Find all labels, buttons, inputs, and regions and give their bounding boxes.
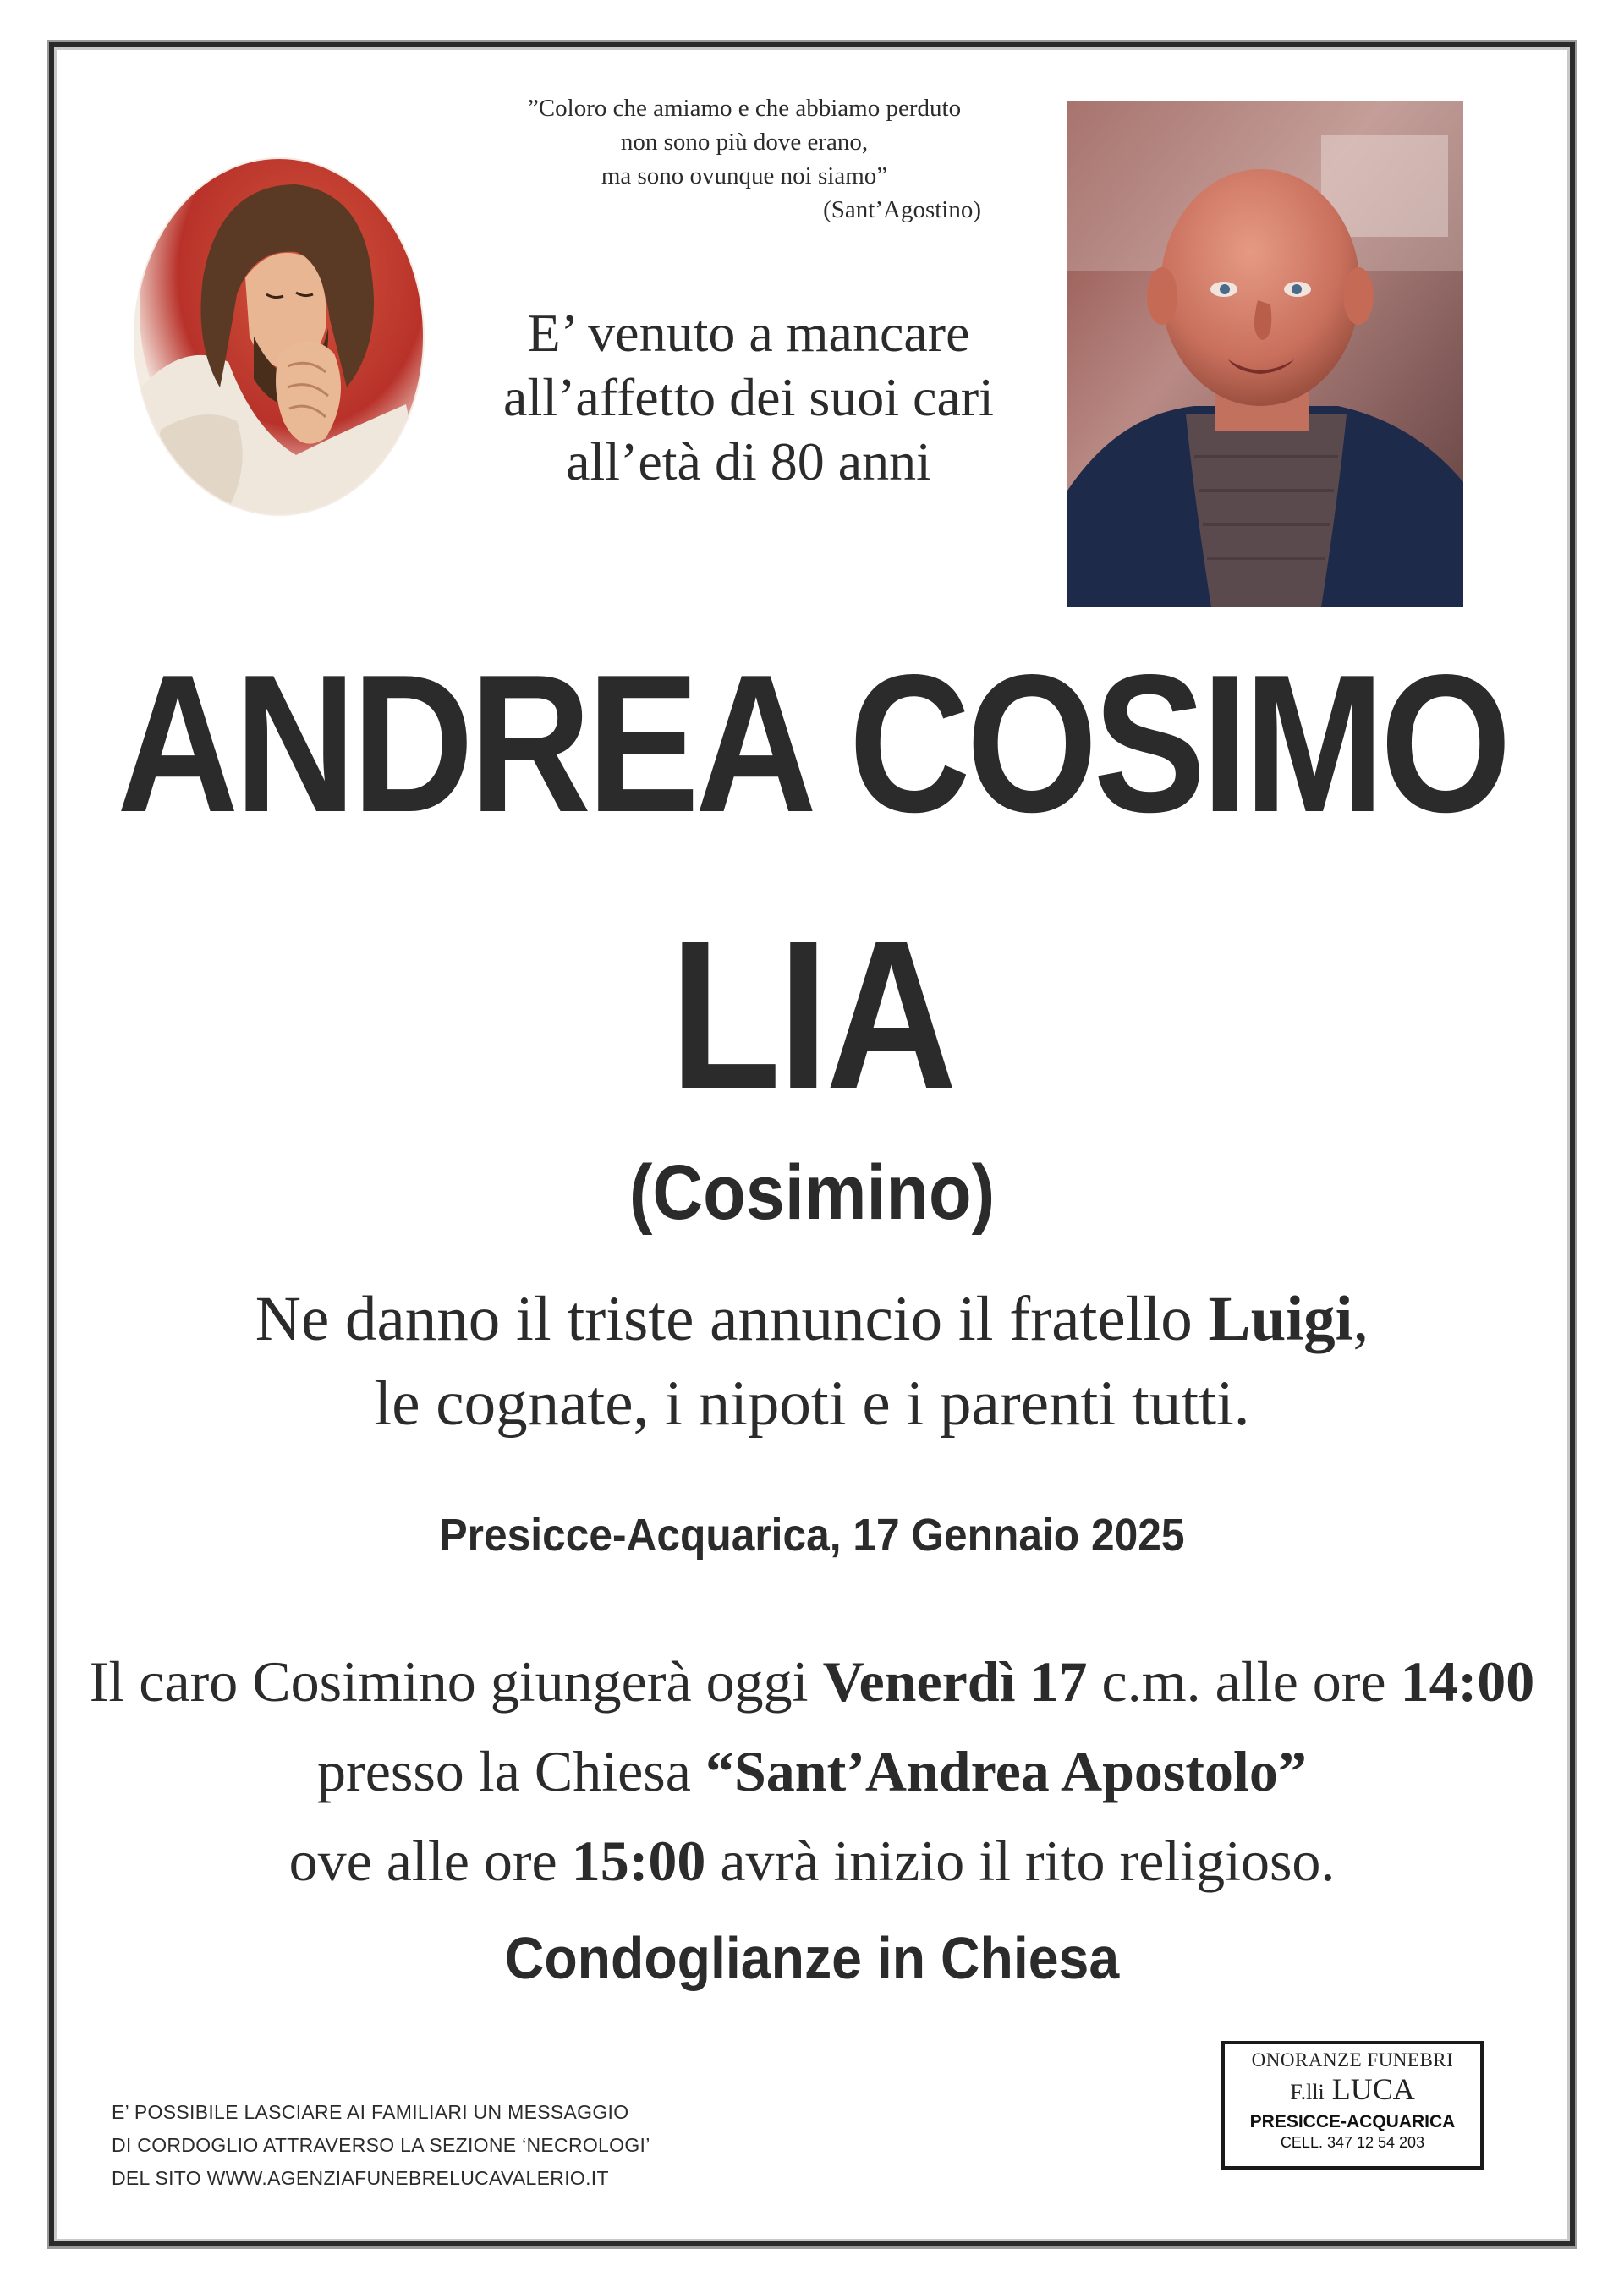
funeral-line-2 xyxy=(0,1726,1624,1816)
agency-prefix: F.lli xyxy=(1290,2080,1325,2104)
announcement xyxy=(0,1277,1624,1446)
intro-text xyxy=(474,301,1023,494)
deceased-nickname: (Cosimino) xyxy=(628,1149,996,1236)
note-line: E’ POSSIBILE LASCIARE AI FAMILIARI UN MESSAGGIO xyxy=(112,2101,629,2123)
portrait-photo xyxy=(1067,101,1463,607)
funeral-text: Il caro Cosimino giungerà oggi xyxy=(89,1649,823,1714)
praying-jesus-icon xyxy=(127,151,431,523)
brother-name: Luigi xyxy=(1208,1284,1353,1354)
rite-time: 15:00 xyxy=(571,1829,706,1893)
deceased-first-names: ANDREA COSIMO xyxy=(117,634,1507,853)
quote-line: ”Coloro che amiamo e che abbiamo perduto xyxy=(527,95,962,122)
quote-line: non sono più dove erano, xyxy=(620,129,869,156)
quote-line: ma sono ovunque noi siamo” xyxy=(601,162,888,189)
announcement-text: Ne danno il triste annuncio il fratello xyxy=(255,1284,1209,1354)
agency-phone: CELL. 347 12 54 203 xyxy=(1280,2134,1425,2151)
funeral-day: Venerdì 17 xyxy=(822,1649,1088,1714)
funeral-text: c.m. alle ore xyxy=(1087,1649,1401,1714)
agency-town: PRESICCE-ACQUARICA xyxy=(1249,2112,1456,2131)
agency-surname: LUCA xyxy=(1331,2072,1415,2106)
funeral-details xyxy=(0,1637,1624,1906)
condolences: Condoglianze in Chiesa xyxy=(504,1925,1120,1991)
agency-name xyxy=(1225,2071,1480,2110)
announcement-line-1 xyxy=(0,1277,1624,1362)
arrival-time: 14:00 xyxy=(1400,1649,1535,1714)
funeral-text: presso la Chiesa xyxy=(317,1739,705,1803)
agency-title: ONORANZE FUNEBRI xyxy=(1251,2049,1454,2071)
intro-line: all’affetto dei suoi cari xyxy=(503,367,994,427)
quote-author: (Sant’Agostino) xyxy=(823,196,981,223)
quote-block xyxy=(474,91,1015,227)
funeral-agency-box xyxy=(1221,2041,1484,2170)
note-line: DEL SITO WWW.AGENZIAFUNEBRELUCAVALERIO.IT xyxy=(112,2167,609,2189)
deceased-surname: LIA xyxy=(669,897,955,1133)
place-date: Presicce-Acquarica, 17 Gennaio 2025 xyxy=(439,1510,1185,1561)
note-line: DI CORDOGLIO ATTRAVERSO LA SEZIONE ‘NECROLOGI’ xyxy=(112,2134,650,2156)
funeral-text: ove alle ore xyxy=(288,1829,572,1893)
funeral-line-1 xyxy=(0,1637,1624,1726)
announcement-line-2: le cognate, i nipoti e i parenti tutti. xyxy=(374,1369,1250,1439)
funeral-line-3 xyxy=(0,1816,1624,1906)
funeral-text: avrà inizio il rito religioso. xyxy=(705,1829,1336,1893)
intro-line: all’età di 80 anni xyxy=(566,431,931,491)
footer-note xyxy=(112,2096,650,2195)
church-name: “Sant’Andrea Apostolo” xyxy=(705,1739,1307,1803)
announcement-comma: , xyxy=(1352,1284,1369,1354)
intro-line: E’ venuto a mancare xyxy=(527,303,970,363)
